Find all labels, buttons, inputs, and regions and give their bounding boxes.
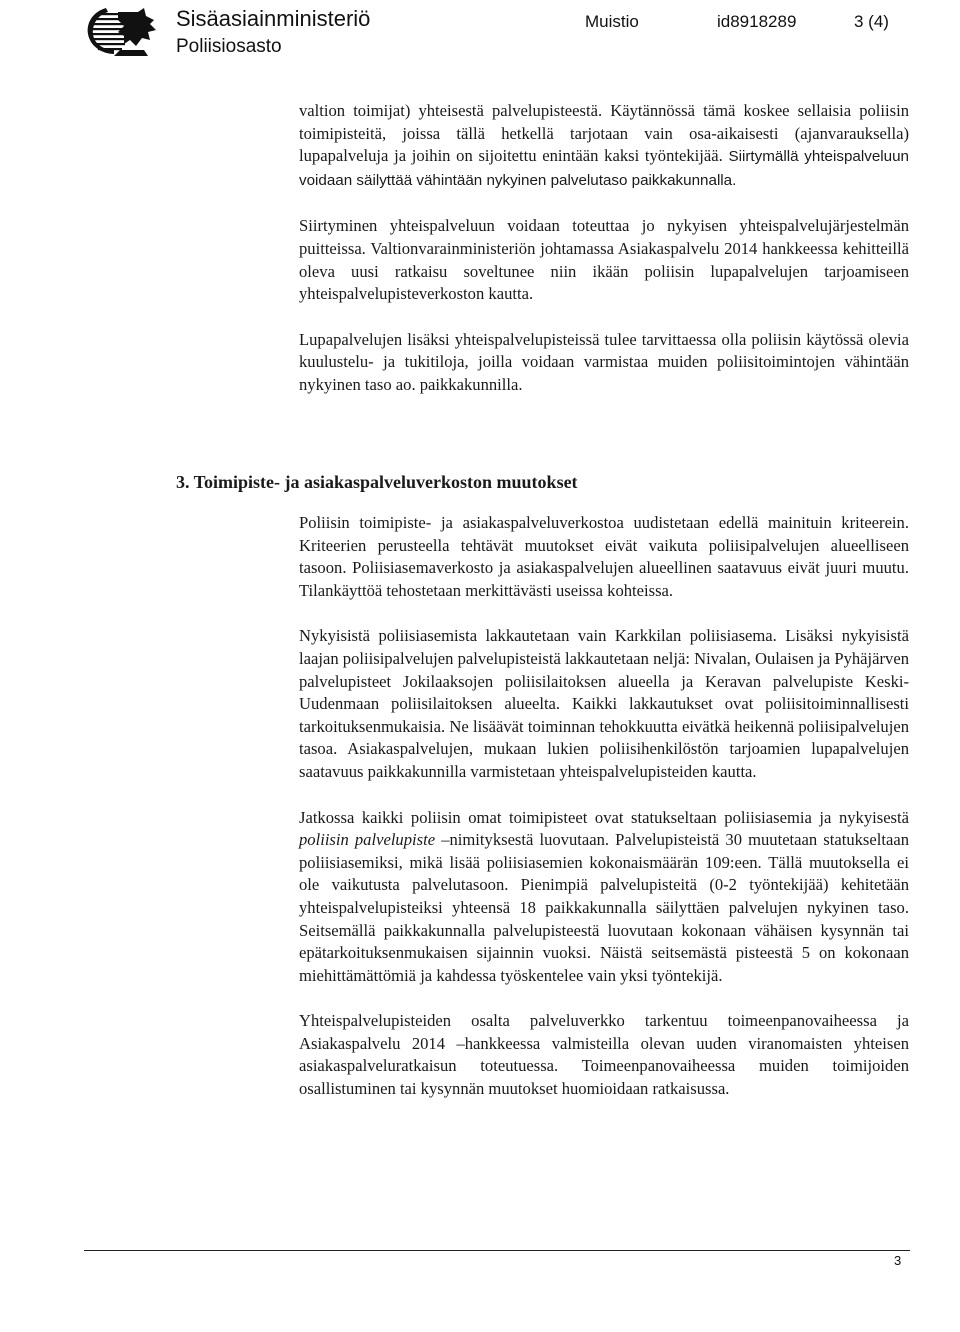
footer-page-number: 3 — [894, 1253, 902, 1268]
page-indicator: 3 (4) — [854, 12, 889, 31]
ministry-lion-logo-icon — [84, 4, 164, 58]
paragraph — [299, 807, 909, 988]
paragraph: Lupapalvelujen lisäksi yhteispalvelupisteissä tulee tarvittaessa olla poliisin käytössä olevia kuulustelu- ja tukitiloja, joilla voidaan varmistaa muiden poliisitoimintojen vähintään nykyinen taso ao. paikkakunnilla. — [299, 329, 909, 394]
paragraph: Nykyisistä poliisiasemista lakkautetaan vain Karkkilan poliisiasema. Lisäksi nykyisistä laajan poliisipalvelujen palvelupisteistä lakkautetaan neljä: Nivalan, Oulaisen ja Pyhäjärven palvelupisteet Jokilaaksojen poliisilaitoksen alueella ja Keravan palvelupiste Keski-Uudenmaan poliisilaitoksen alueelta. Kaikki lakkautukset ovat poliisitoiminnallisesti tarkoituksenmukaisia. Ne lisäävät toiminnan tehokkuutta eivätkä heikennä poliisipalvelujen tasoa. Asiakaspalvelujen, mukaan lukien poliisihenkilöstön tarjoamien lupapalvelujen saatavuus paikkakunnilla varmistetaan yhteispalvelupisteiden kautta. — [299, 626, 909, 781]
paragraph: Poliisin toimipiste- ja asiakaspalveluverkostoa uudistetaan edellä mainituin kriteerein. Kriteerien perusteella tehtävät muutokset eivät vaikuta poliisipalvelujen alueelliseen tasoon. Poliisiasemaverkosto ja asiakaspalvelujen alueellinen saatavuus eivät juuri muutu. Tilankäyttöä tehostetaan merkittävästi useissa kohteissa. — [299, 513, 909, 600]
paragraph-text: –nimityksestä luovutaan. Palvelupisteistä 30 muutetaan statukseltaan poliisiasemiksi, mikä lisää poliisiasemien kokonaismäärän 109:een. Tällä muutoksella ei ole vaikutusta palvelutasoon. Pienimpiä palvelupisteitä (0-2 työntekijää) kehitetään yhteispalvelupisteiksi yhteensä 18 paikkakunnalla säilyttäen palvelujen nykyinen taso. Seitsemällä paikkakunnalla palvelupisteestä luovutaan kokonaan vähäisen kysynnän tai epätarkoituksenmukaisen sijainnin vuoksi. Näistä seitsemästä pisteestä 5 on kokonaan miehittämättömiä ja kahdessa työskentelee vain yksi työntekijä. — [299, 830, 909, 985]
paragraph — [299, 100, 909, 192]
organization-unit: Poliisiosasto — [176, 36, 282, 57]
paragraph: Yhteispalvelupisteiden osalta palveluverkko tarkentuu toimeenpanovaiheessa ja Asiakaspalvelu 2014 –hankkeessa valmisteilla olevan uuden viranomaisten yhteisen asiakaspalveluratkaisun toteutuessa. Toimeenpanovaiheessa muiden toimijoiden osallistuminen tai kysynnän muutokset huomioidaan ratkaisussa. — [299, 1011, 909, 1099]
document-header — [0, 0, 960, 70]
emphasized-term: poliisin palvelupiste — [299, 830, 436, 850]
paragraph-text-sans: Siirtymällä yhteispalveluun voidaan säilyttää vähintään nykyinen palvelutaso paikkakunnalla. — [299, 148, 909, 189]
paragraph: Siirtyminen yhteispalveluun voidaan toteuttaa jo nykyisen yhteispalvelujärjestelmän puitteissa. Valtionvarainministeriön johtamassa Asiakaspalvelu 2014 hankkeessa kehitteillä oleva uusi ratkaisu soveltunee niin ikään poliisin lupapalvelujen tarjoamiseen yhteispalvelupisteverkoston kautta. — [299, 216, 909, 304]
document-type: Muistio — [585, 12, 639, 31]
section-text-block — [299, 512, 909, 1101]
footer-divider — [84, 1250, 910, 1251]
organization-name: Sisäasiainministeriö — [176, 6, 371, 31]
document-id: id8918289 — [717, 12, 797, 31]
paragraph-text: Jatkossa kaikki poliisin omat toimipisteet ovat statukseltaan poliisiasemia ja nykyisestä — [299, 807, 909, 827]
section-heading: 3. Toimipiste- ja asiakaspalveluverkoston muutokset — [176, 472, 578, 492]
intro-text-block — [299, 100, 909, 397]
paragraph-text: valtion toimijat) yhteisestä palvelupisteestä. Käytännössä tämä koskee sellaisia poliisin toimipisteitä, joissa tällä hetkellä tarjotaan vain osa-aikaisesti (ajanvarauksella) lupapalveluja ja joihin on sijoitettu enintään kaksi työntekijää. — [299, 101, 909, 166]
